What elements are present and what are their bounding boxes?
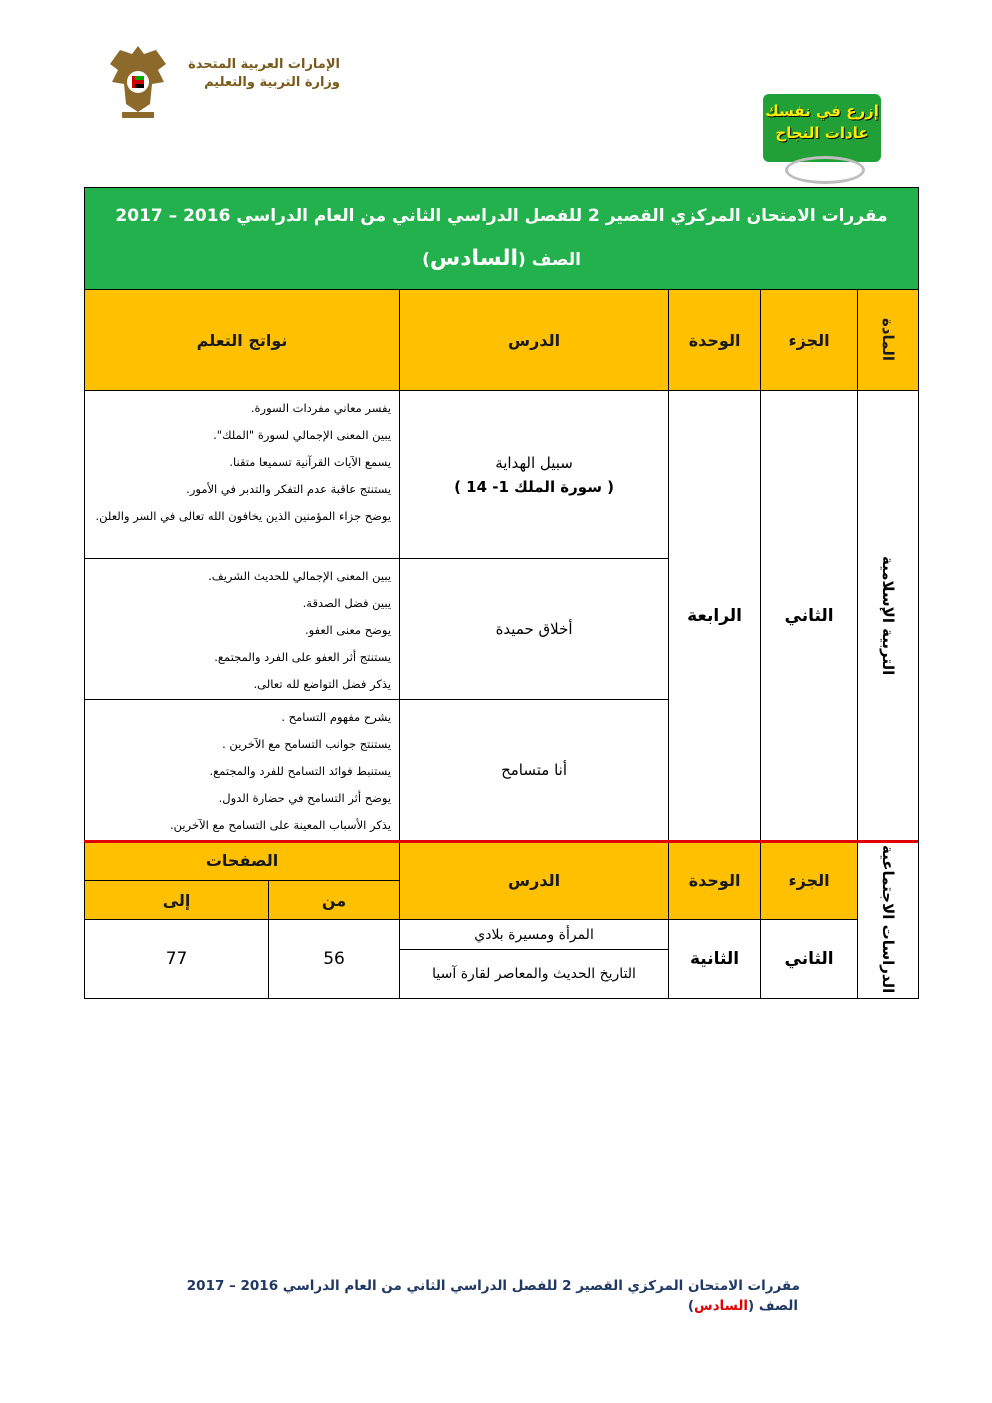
badge-line-2: عادات النجاح	[775, 124, 869, 142]
col-unit-header: الوحدة	[669, 290, 761, 391]
grade-title: الصف (السادس)	[422, 246, 581, 271]
outcome: يذكر الأسباب المعينة على التسامح مع الآخرين.	[170, 818, 392, 832]
social-lesson-header: الدرس	[400, 841, 669, 920]
social-lesson-2: التاريخ الحديث والمعاصر لقارة آسيا	[400, 950, 669, 999]
social-part-header: الجزء	[761, 841, 858, 920]
part-social: الثاني	[761, 920, 858, 999]
title-banner	[85, 188, 919, 290]
col-outcomes-header: نواتج التعلم	[85, 290, 400, 391]
page-from: 56	[269, 920, 400, 999]
grade-name: السادس	[429, 246, 519, 271]
social-lesson-1: المرأة ومسيرة بلادي	[400, 920, 669, 950]
lesson-2	[400, 559, 669, 700]
lesson-2-outcomes	[85, 559, 400, 700]
lesson-1	[400, 391, 669, 559]
unit-islamic: الرابعة	[669, 391, 761, 841]
success-habits-badge	[757, 84, 887, 186]
pages-header: الصفحات	[85, 841, 400, 881]
outcome: يفسر معاني مفردات السورة.	[250, 401, 392, 415]
outcome: يبين المعنى الإجمالي للحديث الشريف.	[208, 569, 392, 583]
footer-title: مقررات الامتحان المركزي القصير 2 للفصل الدراسي الثاني من العام الدراسي 2016 – 2017	[186, 1278, 800, 1294]
outcome: يستنتج عاقبة عدم التفكر والتدبر في الأمور.	[186, 482, 392, 496]
social-unit-header: الوحدة	[669, 841, 761, 920]
subject-islamic: التربية الإسلامية	[858, 391, 919, 841]
lesson-1-subtitle: ( سورة الملك 1- 14 )	[454, 477, 615, 496]
outcome: يوضح أثر التسامح في حضارة الدول.	[218, 791, 392, 805]
lesson-1-title: سبيل الهداية	[495, 453, 573, 472]
footer-grade: الصف (السادس)	[687, 1298, 798, 1314]
section-divider	[84, 840, 918, 843]
exam-syllabus-table	[84, 187, 919, 999]
to-header: إلى	[85, 881, 269, 920]
outcome: يستنتج جوانب التسامح مع الآخرين .	[222, 737, 392, 751]
outcome: يسمع الآيات القرآنية تسميعا متقنا.	[229, 455, 392, 469]
footer-grade-name: السادس	[693, 1298, 749, 1314]
outcome: يشرح مفهوم التسامح .	[281, 710, 392, 724]
badge-line-1: إزرع في نفسك	[765, 102, 879, 120]
unit-social: الثانية	[669, 920, 761, 999]
col-part-header: الجزء	[761, 290, 858, 391]
col-subject-header: المادة	[858, 290, 919, 391]
col-lesson-header: الدرس	[400, 290, 669, 391]
part-islamic: الثاني	[761, 391, 858, 841]
outcome: يستنبط فوائد التسامح للفرد والمجتمع.	[209, 764, 392, 778]
outcome: يذكر فضل التواضع لله تعالى.	[253, 677, 392, 691]
ministry-name	[180, 56, 340, 92]
outcome: يوضح جزاء المؤمنين الذين يخافون الله تعالى في السر والعلن.	[95, 509, 392, 523]
ministry-country: الإمارات العربية المتحدة	[188, 57, 340, 72]
page-to: 77	[85, 920, 269, 999]
page-footer	[150, 1276, 800, 1316]
lesson-3-outcomes	[85, 700, 400, 841]
outcome: يستنتج أثر العفو على الفرد والمجتمع.	[214, 650, 392, 664]
outcome: يبين فضل الصدقة.	[302, 596, 392, 610]
lesson-2-title: أخلاق حميدة	[495, 620, 573, 638]
outcome: يبين المعنى الإجمالي لسورة "الملك".	[213, 428, 392, 442]
ministry-department: وزارة التربية والتعليم	[204, 75, 340, 90]
lesson-1-outcomes	[85, 391, 400, 559]
lesson-3	[400, 700, 669, 841]
uae-emblem-icon	[106, 42, 170, 122]
subject-social: الدراسات الاجتماعية	[858, 841, 919, 999]
outcome: يوضح معنى العفو.	[304, 623, 392, 637]
from-header: من	[269, 881, 400, 920]
title-line: مقررات الامتحان المركزي القصير 2 للفصل الدراسي الثاني من العام الدراسي 2016 – 2017	[115, 206, 888, 226]
lesson-3-title: أنا متسامح	[501, 761, 568, 779]
